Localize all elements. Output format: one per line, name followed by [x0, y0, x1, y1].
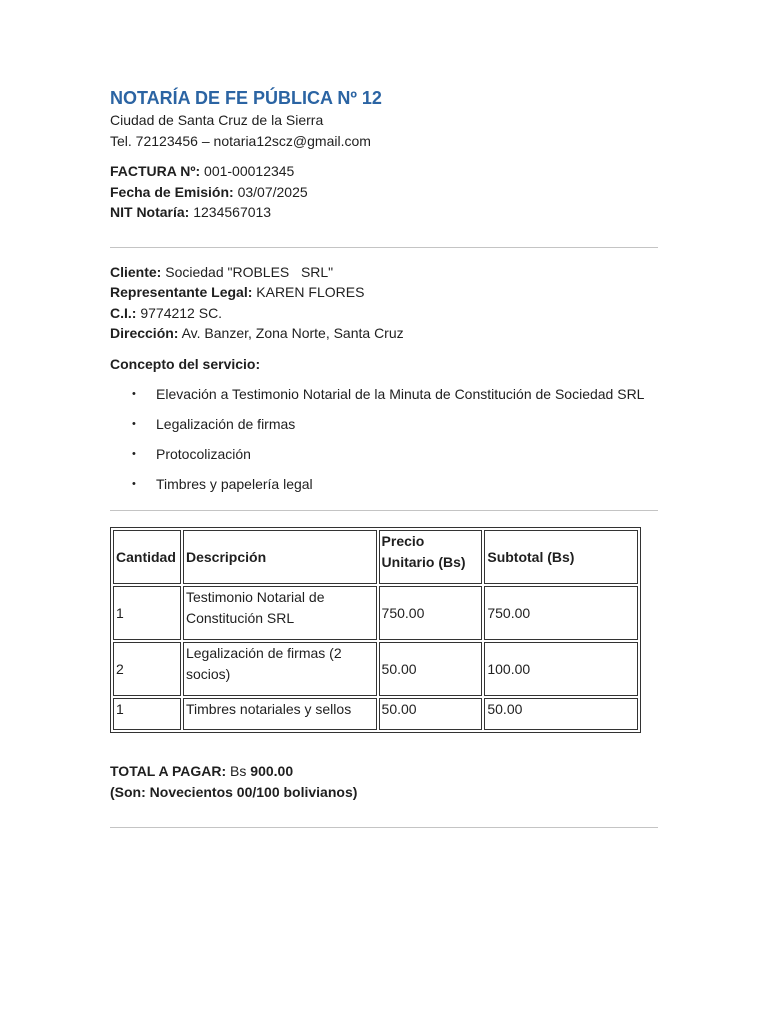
cell-subtotal: 50.00: [484, 698, 638, 730]
invoice-content: [110, 86, 658, 828]
cell-qty: 1: [113, 698, 181, 730]
invoice-number: [110, 161, 658, 182]
notary-contact: Tel. 72123456 – notaria12scz@gmail.com: [110, 132, 371, 149]
header-cantidad: Cantidad: [113, 530, 181, 584]
cell-subtotal: 100.00: [484, 642, 638, 696]
bullet-icon: •: [132, 448, 136, 460]
service-text: Legalización de firmas: [156, 416, 296, 432]
total-line: [110, 761, 658, 782]
invoice-date-label: Fecha de Emisión:: [110, 183, 234, 200]
client-ci-label: C.I.:: [110, 304, 137, 321]
invoice-nit-label: NIT Notaría:: [110, 204, 190, 220]
invoice-nit-value: 1234567013: [193, 204, 272, 220]
items-table: [110, 527, 641, 733]
cell-desc: Testimonio Notarial de Constitución SRL: [183, 586, 377, 640]
invoice-number-value: 001-00012345: [204, 163, 295, 179]
service-text: Elevación a Testimonio Notarial de la Minuta de Constitución de Sociedad SRL: [156, 386, 645, 402]
invoice-nit: [110, 202, 658, 223]
client-rep-label: Representante Legal:: [110, 284, 253, 300]
client-name-value: Sociedad "ROBLES SRL": [165, 263, 334, 280]
client-rep-value: KAREN FLORES: [256, 284, 365, 300]
notary-title: NOTARÍA DE FE PÚBLICA Nº 12: [110, 88, 382, 108]
list-item: [110, 384, 658, 405]
header-precio: Precio Unitario (Bs): [379, 530, 483, 584]
bullet-icon: •: [132, 478, 136, 490]
total-amount: 900.00: [250, 763, 294, 779]
notary-city: Ciudad de Santa Cruz de la Sierra: [110, 112, 324, 128]
invoice-date: [110, 182, 658, 203]
table-row: [113, 586, 638, 640]
list-item: [110, 444, 658, 465]
divider: [110, 827, 658, 828]
list-item: [110, 474, 658, 495]
list-item: [110, 414, 658, 435]
service-text: Protocolización: [156, 446, 251, 462]
client-name: [110, 262, 658, 283]
client-ci: [110, 303, 658, 324]
services-heading: Concepto del servicio:: [110, 355, 261, 372]
table-row: [113, 698, 638, 730]
client-ci-value: 9774212 SC.: [140, 304, 223, 321]
cell-desc: Timbres notariales y sellos: [183, 698, 377, 730]
invoice-date-value: 03/07/2025: [237, 183, 308, 200]
table-row: [113, 642, 638, 696]
client-address-value: Av. Banzer, Zona Norte, Santa Cruz: [181, 325, 404, 341]
header-subtotal: Subtotal (Bs): [484, 530, 638, 584]
bullet-icon: •: [132, 418, 136, 430]
cell-qty: 2: [113, 642, 181, 696]
client-name-label: Cliente:: [110, 263, 162, 280]
invoice-number-label: FACTURA Nº:: [110, 163, 201, 179]
services-list: [110, 384, 658, 495]
cell-price: 50.00: [379, 642, 483, 696]
total-in-words: (Son: Novecientos 00/100 bolivianos): [110, 783, 358, 800]
service-text: Timbres y papelería legal: [156, 476, 313, 492]
cell-desc: Legalización de firmas (2 socios): [183, 642, 377, 696]
header-descripcion: Descripción: [183, 530, 377, 584]
cell-price: 50.00: [379, 698, 483, 730]
bullet-icon: •: [132, 388, 136, 400]
cell-qty: 1: [113, 586, 181, 640]
client-address-label: Dirección:: [110, 325, 179, 341]
cell-price: 750.00: [379, 586, 483, 640]
client-rep: [110, 282, 658, 303]
total-currency: Bs: [230, 763, 247, 779]
cell-subtotal: 750.00: [484, 586, 638, 640]
table-header-row: [113, 530, 638, 584]
total-label: TOTAL A PAGAR:: [110, 763, 227, 779]
client-address: [110, 323, 658, 344]
